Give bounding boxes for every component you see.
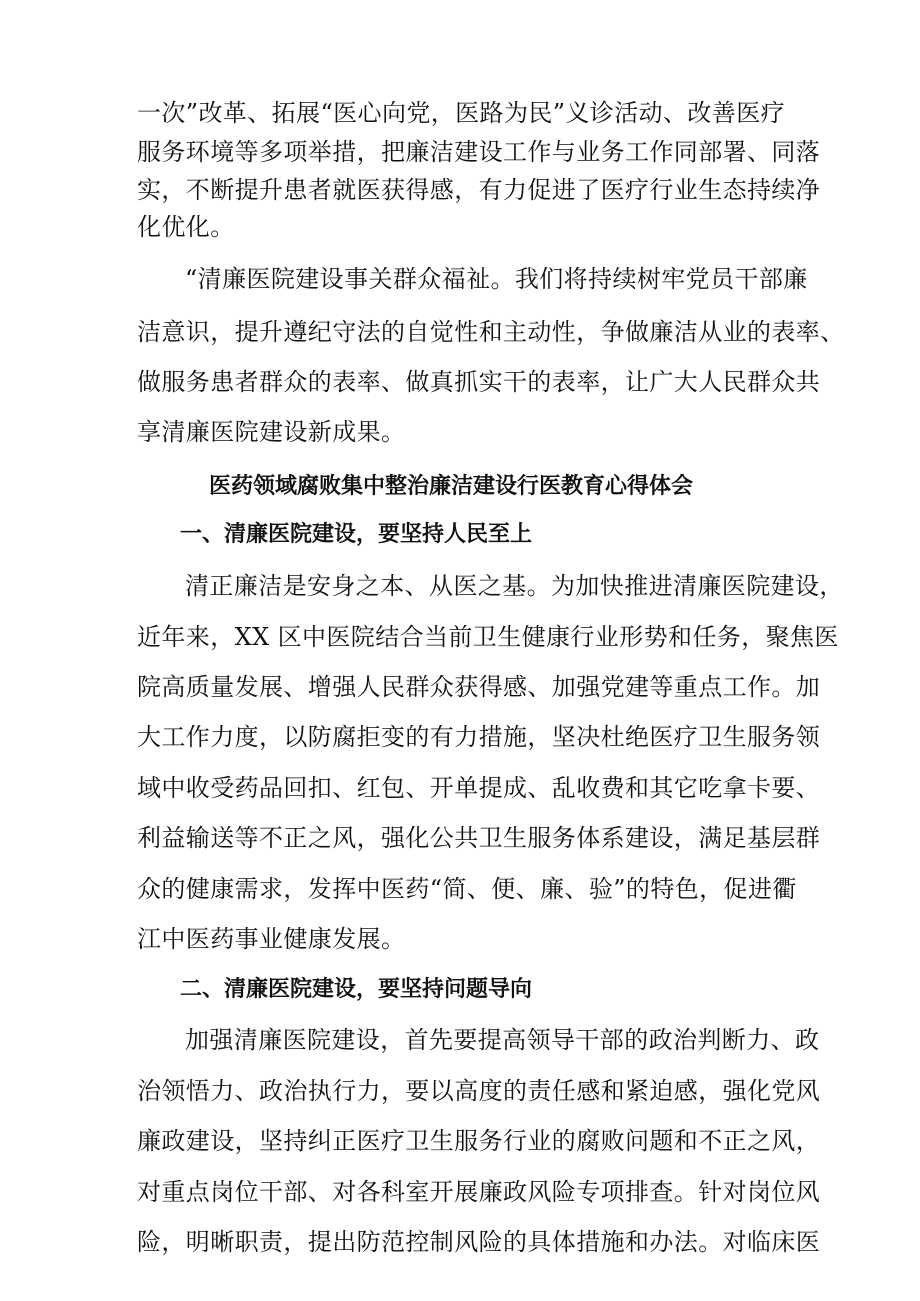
para1-line: 一次”改革、拓展“医心向党，医路为民”义诊活动、改善医疗 [137, 99, 786, 127]
para4-line: 廉政建设，坚持纠正医疗卫生服务行业的腐败问题和不正之风， [137, 1127, 821, 1155]
para3-line: 江中医药事业健康发展。 [137, 925, 406, 953]
para2-line: 享清廉医院建设新成果。 [137, 418, 406, 446]
para3-line: 大工作力度，以防腐拒变的有力措施，坚决杜绝医疗卫生服务领 [137, 723, 821, 751]
para1-line: 服务环境等多项举措，把廉洁建设工作与业务工作同部署、同落 [137, 138, 821, 166]
section2-heading: 二、清廉医院建设，要坚持问题导向 [180, 977, 533, 1002]
para4-line: 加强清廉医院建设，首先要提高领导干部的政治判断力、政 [185, 1026, 820, 1054]
para4-line: 治领悟力、政治执行力，要以高度的责任感和紧迫感，强化党风 [137, 1077, 821, 1105]
para3-line: 域中收受药品回扣、红包、开单提成、乱收费和其它吃拿卡要、 [137, 774, 821, 802]
para4-line: 对重点岗位干部、对各科室开展廉政风险专项排查。针对岗位风 [137, 1178, 821, 1206]
para3-line: 近年来，XX 区中医院结合当前卫生健康行业形势和任务，聚焦医 [137, 623, 839, 651]
para3-line: 清正廉洁是安身之本、从医之基。为加快推进清廉医院建设， [185, 572, 844, 600]
para2-line: “清廉医院建设事关群众福祉。我们将持续树牢党员干部廉 [185, 265, 808, 293]
para1-line: 实，不断提升患者就医获得感，有力促进了医疗行业生态持续净 [137, 176, 821, 204]
para4-line: 险，明晰职责，提出防范控制风险的具体措施和办法。对临床医 [137, 1228, 821, 1256]
para2-line: 做服务患者群众的表率、做真抓实干的表率，让广大人民群众共 [137, 368, 821, 396]
para2-line: 洁意识，提升遵纪守法的自觉性和主动性，争做廉洁从业的表率、 [137, 318, 845, 346]
para1-line: 化优化。 [137, 213, 235, 241]
para3-line: 众的健康需求，发挥中医药“简、便、廉、验”的特色，促进衢 [137, 875, 797, 903]
para3-line: 利益输送等不正之风，强化公共卫生服务体系建设，满足基层群 [137, 824, 821, 852]
section1-heading: 一、清廉医院建设，要坚持人民至上 [180, 522, 533, 547]
para3-line: 院高质量发展、增强人民群众获得感、加强党建等重点工作。加 [137, 673, 821, 701]
document-title: 医药领域腐败集中整治廉洁建设行医教育心得体会 [209, 474, 694, 499]
